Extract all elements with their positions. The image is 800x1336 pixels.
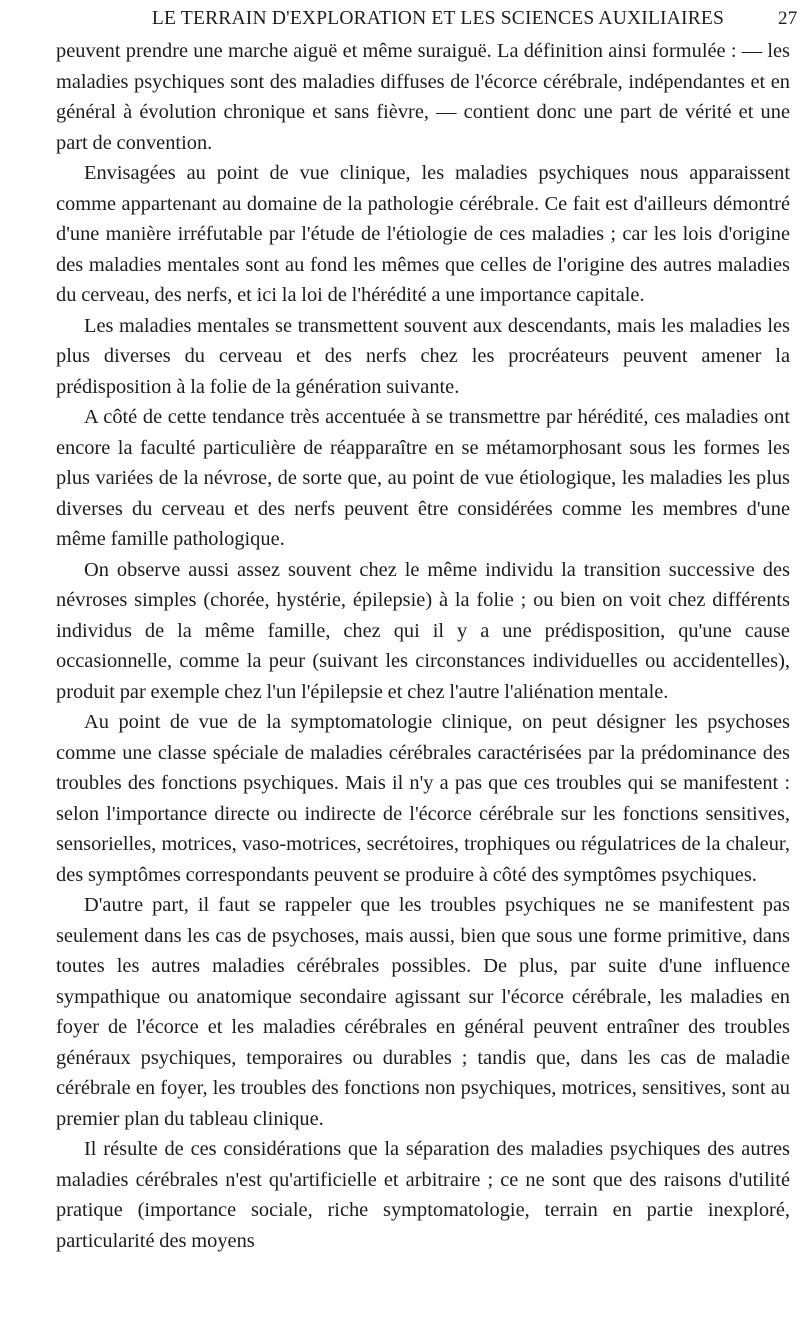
paragraph: Envisagées au point de vue clinique, les maladies psychiques nous apparaissent comme appartenant au domaine de la pathologie cérébrale. Ce fait est d'ailleurs démontré d'une manière irréfutable par l'étude de l'étiologie de ces maladies ; car les lois d'origine des maladies mentales sont au fond les mêmes que celles de l'origine des autres maladies du cerveau, des nerfs, et ici la loi de l'hérédité a une importance capitale. <box>56 162 790 306</box>
body-text <box>56 36 790 1256</box>
running-head <box>112 8 796 36</box>
paragraph: Il résulte de ces considérations que la séparation des maladies psychiques des autres maladies cérébrales n'est qu'artificielle et arbitraire ; ce ne sont que des raisons d'utilité pratique (importance sociale, riche symptomatologie, terrain en partie inexploré, particularité des moyens <box>56 1138 790 1252</box>
running-title: LE TERRAIN D'EXPLORATION ET LES SCIENCES AUXILIAIRES <box>151 8 725 29</box>
paragraph-continuation: peuvent prendre une marche aiguë et même suraiguë. La définition ainsi formulée : — les maladies psychiques sont des maladies diffuses de l'écorce cérébrale, indépendantes et en général à évolution chronique et sans fièvre, — contient donc une part de vérité et une part de convention. <box>56 40 790 154</box>
paragraph: D'autre part, il faut se rappeler que les troubles psychiques ne se manifestent pas seulement dans les cas de psychoses, mais aussi, bien que sous une forme primitive, dans toutes les autres maladies cérébrales possibles. De plus, par suite d'une influence sympathique ou anatomique secondaire agissant sur l'écorce cérébrale, les maladies en foyer de l'écorce et les maladies cérébrales en général peuvent entraîner des troubles généraux psychiques, temporaires ou durables ; tandis que, dans les cas de maladie cérébrale en foyer, les troubles des fonctions non psychiques, motrices, sensitives, sont au premier plan du tableau clinique. <box>56 894 790 1130</box>
page-number: 27 <box>778 8 798 29</box>
paragraph: A côté de cette tendance très accentuée à se transmettre par hérédité, ces maladies ont encore la faculté particulière de réapparaître en se métamorphosant sous les formes les plus variées de la névrose, de sorte que, au point de vue étiologique, les maladies les plus diverses du cerveau et des nerfs peuvent être considérées comme les membres d'une même famille pathologique. <box>56 406 790 550</box>
paragraph: Les maladies mentales se transmettent souvent aux descendants, mais les maladies les plus diverses du cerveau et des nerfs chez les procréateurs peuvent amener la prédisposition à la folie de la génération suivante. <box>56 314 790 398</box>
paragraph: Au point de vue de la symptomatologie clinique, on peut désigner les psychoses comme une classe spéciale de maladies cérébrales caractérisées par la prédominance des troubles des fonctions psychiques. Mais il n'y a pas que ces troubles qui se manifestent : selon l'importance directe ou indirecte de l'écorce cérébrale sur les fonctions sensitives, sensorielles, motrices, vaso-motrices, secrétoires, trophiques ou régulatrices de la chaleur, des symptômes correspondants peuvent se produire à côté des symptômes psychiques. <box>56 711 790 886</box>
paragraph: On observe aussi assez souvent chez le même individu la transition successive des névroses simples (chorée, hystérie, épilepsie) à la folie ; ou bien on voit chez différents individus de la même famille, chez qui il y a une prédisposition, qu'une cause occasionnelle, comme la peur (suivant les circonstances individuelles ou accidentelles), produit par exemple chez l'un l'épilepsie et chez l'autre l'aliénation mentale. <box>56 558 790 703</box>
